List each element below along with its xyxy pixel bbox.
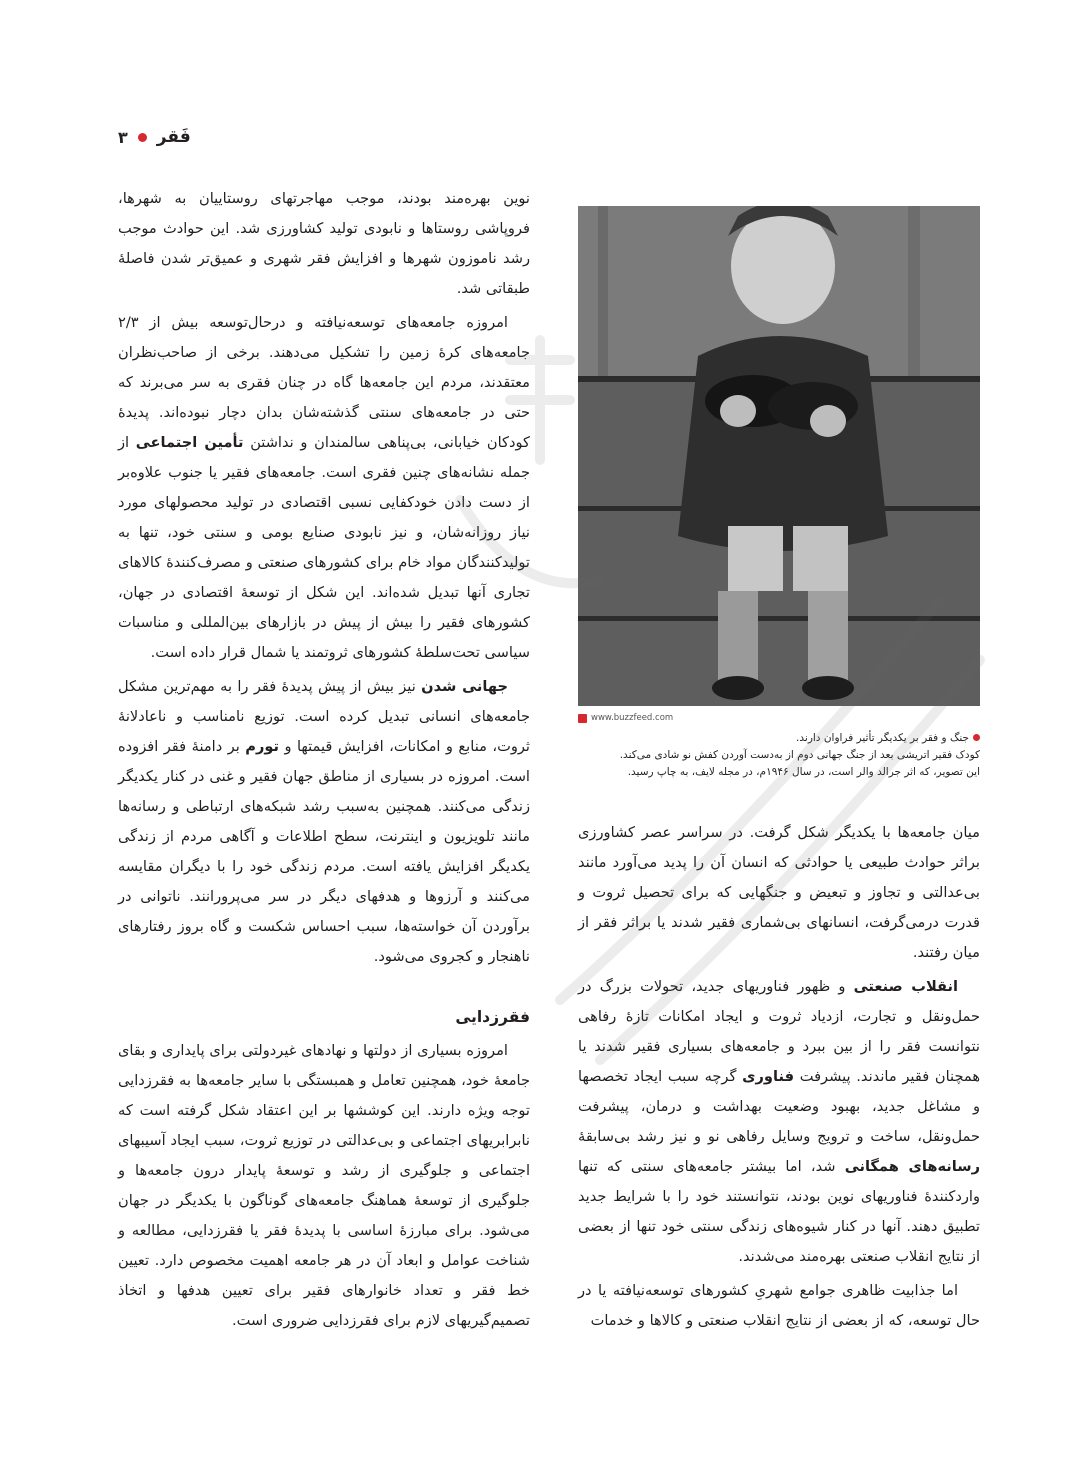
paragraph: نوین بهره‌مند بودند، موجب مهاجرتهای روستاییان به شهرها، فروپاشی روستاها و نابودی تولید کشاورزی شد. این حوادث موجب رشد ناموزون شهرها و افزایش فقر شهری و عمیق‌تر شدن فاصلهٔ طبقاتی شد. [118, 190, 530, 297]
key-term: انقلاب صنعتی [853, 978, 959, 995]
right-column [578, 818, 980, 1340]
bullet-dot-icon [973, 734, 980, 741]
key-term: فناوری [742, 1068, 794, 1085]
caption-line: این تصویر، که اثر جرالد والر است، در سال ۱۹۴۶م، در مجله لایف، به چاپ رسید. [627, 766, 980, 778]
key-term: تورم [245, 738, 279, 755]
caption-line: جنگ و فقر بر یکدیگر تأثیر فراوان دارند. [578, 730, 980, 747]
historical-photo [578, 206, 980, 706]
section-heading: فقرزدایی [455, 1008, 530, 1026]
bullet-dot-icon [138, 133, 147, 142]
chapter-title: فَقر [156, 127, 191, 147]
paragraph: میان جامعه‌ها با یکدیگر شکل گرفت. در سراسر عصر کشاورزی براثر حوادث طبیعی یا حوادثی که انسان آن را پدید می‌آورد مانند بی‌عدالتی و تجاوز و تبعیض و جنگهایی که برای تحصیل ثروت و قدرت درمی‌گرفت، انسانهای بی‌شماری فقیر شدند یا براثر فقر از میان رفتند. [578, 824, 980, 961]
photo-credit: www.buzzfeed.com [578, 711, 673, 725]
paragraph: اما جذابیت ظاهری جوامع شهریِ کشورهای توسعه‌نیافته یا در حال توسعه، که از بعضی از نتایج انقلاب صنعتی و کالاها و خدمات [578, 1282, 980, 1329]
page-header [118, 122, 218, 152]
photo-caption [578, 730, 980, 781]
page-number: ۳ [118, 127, 128, 147]
paragraph: جهانی شدن نیز بیش از پیش پدیدهٔ فقر را به مهم‌ترین مشکل جامعه‌های انسانی تبدیل کرده است. توزیع نامناسب و ناعادلانهٔ ثروت، منابع و امکانات، افزایش قیمتها و تورم بر دامنهٔ فقر افزوده است. امروزه در بسیاری از مناطق جهان فقیر و غنی در کنار یکدیگر زندگی می‌کنند. همچنین به‌سبب رشد شبکه‌های ارتباطی و رسانه‌ها مانند تلویزیون و اینترنت، سطح اطلاعات و آگاهی مردم از زندگی یکدیگر افزایش یافته است. مردم زندگی خود را با دیگران مقایسه می‌کنند و آرزوها و هدفهای دیگر در سر می‌پرورانند. ناتوانی در برآوردن آن خواسته‌ها، سبب احساس شکست و گاه بروز رفتارهای ناهنجار و کجروی می‌شود. [118, 678, 530, 965]
key-term: جهانی شدن [421, 678, 508, 695]
paragraph: امروزه جامعه‌های توسعه‌نیافته و درحال‌توسعه بیش از ۲/۳ جامعه‌های کرهٔ زمین را تشکیل می‌دهند. برخی از صاحب‌نظران معتقدند، مردم این جامعه‌ها گاه در چنان فقری به سر می‌برند که حتی در جامعه‌های سنتی گذشته‌شان بدان دچار نبوده‌اند. پدیدهٔ کودکان خیابانی، بی‌پناهی سالمندان و نداشتن تأمین اجتماعی از جمله نشانه‌های چنین فقری است. جامعه‌های فقیر یا جنوب علاوه‌بر از دست دادن خودکفایی نسبی اقتصادی در تولید محصولهای مورد نیاز روزانه‌شان، و نیز نابودی صنایع بومی و سنتی خود، تنها به تولیدکنندگان مواد خام برای کشورهای صنعتی و مصرف‌کنندهٔ کالاهای تجاری آنها تبدیل شده‌اند. این شکل از توسعهٔ اقتصادی در جهان، کشورهای فقیر را بیش از پیش در بازارهای بین‌المللی و مناسبات سیاسی تحت‌سلطهٔ کشورهای ثروتمند یا شمال قرار داده است. [118, 314, 530, 661]
key-term: تأمین اجتماعی [135, 434, 244, 451]
paragraph: انقلاب صنعتی و ظهور فناوریهای جدید، تحولات بزرگ در حمل‌ونقل و تجارت، ازدیاد ثروت و ایجاد امکانات تازهٔ رفاهی نتوانست فقر را از بین ببرد و جامعه‌های بسیاری فقیر شدند یا همچنان فقیر ماندند. پیشرفت فناوری گرچه سبب ایجاد تخصصها و مشاغل جدید، بهبود وضعیت بهداشت و درمان، پیشرفت حمل‌ونقل، ساخت و ترویج وسایل رفاهی نو و نیز رشد بی‌سابقهٔ رسانه‌های همگانی شد، اما بیشتر جامعه‌های سنتی که تنها واردکنندهٔ فناوریهای نوین بودند، نتوانستند خود را با شرایط جدید تطبیق دهند. آنها در کنار شیوه‌های زندگی سنتی خود تنها از بعضی از نتایج انقلاب صنعتی بهره‌مند می‌شدند. [578, 978, 981, 1265]
source-logo-icon [578, 714, 587, 723]
paragraph: امروزه بسیاری از دولتها و نهادهای غیردولتی برای پایداری و بقای جامعهٔ خود، همچنین تعامل و همبستگی با سایر جامعه‌ها به فقرزدایی توجه ویژه دارند. این کوششها بر این اعتقاد شکل گرفته است که نابرابریهای اجتماعی و بی‌عدالتی در توزیع ثروت، سبب ایجاد آسیبهای اجتماعی و جلوگیری از رشد و توسعهٔ پایدار درون جامعه‌ها و جلوگیری از توسعهٔ هماهنگ جامعه‌های گوناگون با یکدیگر در جهان می‌شود. برای مبارزهٔ اساسی با پدیدهٔ فقر یا فقرزدایی، مطالعه و شناخت عوامل و ابعاد آن در هر جامعه اهمیت مخصوص دارد. تعیین خط فقر و تعداد خانوارهای فقیر برای تعیین هدفها و اتخاذ تصمیم‌گیریهای لازم برای فقرزدایی ضروری است. [118, 1042, 530, 1329]
caption-line: کودک فقیر اتریشی بعد از جنگ جهانی دوم از به‌دست آوردن کفش نو شادی می‌کند. [619, 749, 980, 761]
left-column [118, 184, 530, 1340]
key-term: رسانه‌های همگانی [844, 1158, 981, 1175]
child-with-shoes-illustration [578, 206, 980, 706]
